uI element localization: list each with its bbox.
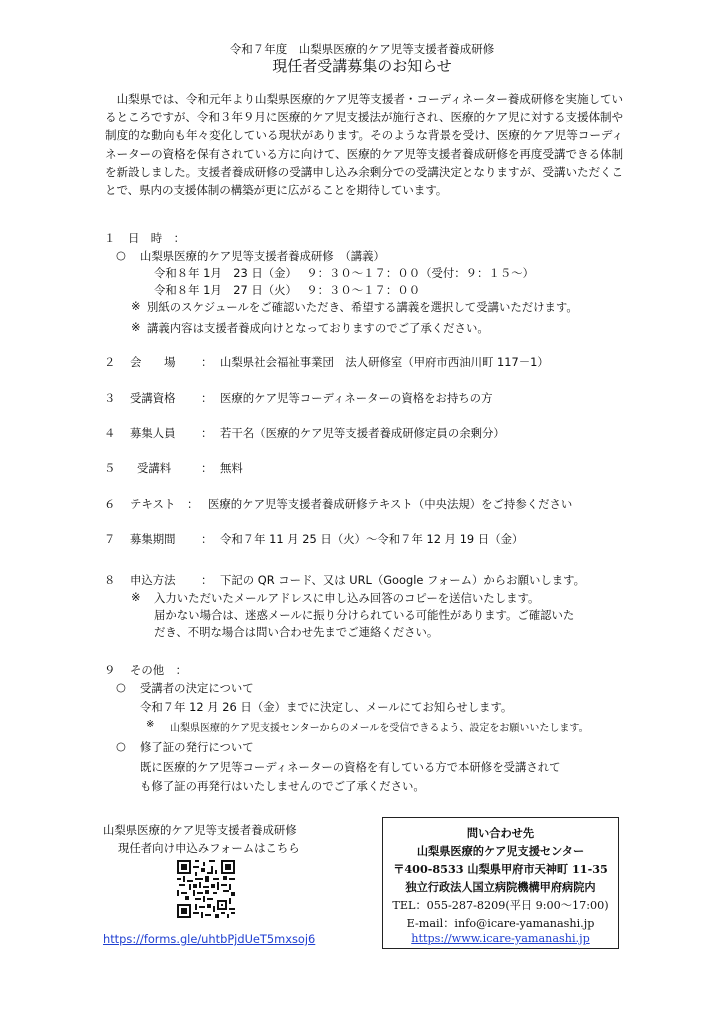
section-number: ５ bbox=[104, 461, 116, 475]
bullet-circle: ○ bbox=[116, 248, 126, 262]
section-number: ４ bbox=[104, 426, 116, 440]
section-colon: ： bbox=[201, 532, 213, 546]
section-label: 受講料 bbox=[137, 461, 172, 475]
section-colon: ： bbox=[201, 461, 213, 475]
section-number: ７ bbox=[104, 532, 116, 546]
section-colon: ： bbox=[201, 391, 213, 405]
contact-website-link[interactable]: https://www.icare-yamanashi.jp bbox=[411, 932, 590, 945]
textbook-value: 医療的ケア児等支援者養成研修テキスト（中央法規）をご持参ください bbox=[208, 497, 573, 511]
note-mark: ※ bbox=[131, 320, 141, 334]
document-title: 現任者受講募集のお知らせ bbox=[272, 57, 452, 75]
section-number: １ bbox=[104, 231, 116, 245]
note-mark: ※ bbox=[146, 719, 155, 730]
contact-organization: 山梨県医療的ケア児支援センター bbox=[416, 844, 585, 858]
intro-paragraph: 山梨県では、令和元年より山梨県医療的ケア児等支援者・コーディネーター養成研修を実施しているところですが、令和３年９月に医療的ケア児支援法が施行され、医療的ケア児に対する支援体制や制度的な動向も年々変化している現状があります。そのような背景を受け、医療的ケア児等コーディネーターの資格を保有されている方に向けて、医療的ケア児等支援者養成研修を再度受講できる体制を新設しました。支援者養成研修の受講申し込み余剰分での受講決定となりますが、受講いただくことで、県内の支援体制の構築が更に広がることを期待しています。 bbox=[105, 92, 623, 198]
section-label: 日 時 ： bbox=[128, 231, 185, 245]
form-info-line-2: 現任者向け申込みフォームはこちら bbox=[118, 841, 300, 855]
bullet-circle: ○ bbox=[116, 680, 126, 694]
capacity-value: 若干名（医療的ケア児等支援者養成研修定員の余剰分） bbox=[220, 426, 505, 440]
period-value: 令和７年 11 月 25 日（火）～令和７年 12 月 19 日（金） bbox=[220, 532, 524, 546]
certificate-text-2: も修了証の再発行はいたしませんのでご了承ください。 bbox=[140, 779, 425, 793]
form-info-line-1: 山梨県医療的ケア児等支援者養成研修 bbox=[103, 823, 297, 837]
bullet-circle: ○ bbox=[116, 739, 126, 753]
section-number: ６ bbox=[104, 497, 116, 511]
application-note-3: だき、不明な場合は問い合わせ先までご連絡ください。 bbox=[154, 625, 439, 639]
schedule-date-1: 令和８年 1月 23 日（金） ９：３０～１７：００（受付：９：１５～） bbox=[154, 266, 535, 280]
selection-text: 令和７年 12 月 26 日（金）までに決定し、メールにてお知らせします。 bbox=[140, 700, 513, 714]
form-url-link[interactable]: https://forms.gle/uhtbPjdUeT5mxsoj6 bbox=[103, 932, 316, 946]
section-label: 募集期間 bbox=[130, 532, 176, 546]
contact-email: E-mail：info@icare-yamanashi.jp bbox=[406, 917, 595, 930]
contact-phone: TEL：055-287-8209(平日 9:00～17:00) bbox=[392, 899, 609, 912]
eligibility-value: 医療的ケア児等コーディネーターの資格をお持ちの方 bbox=[220, 391, 493, 405]
section-number: ８ bbox=[104, 573, 116, 587]
qr-code-icon[interactable] bbox=[177, 860, 235, 918]
application-note-1: 入力いただいたメールアドレスに申し込み回答のコピーを送信いたします。 bbox=[154, 591, 540, 605]
course-name: 山梨県医療的ケア児等支援者養成研修 （講義） bbox=[140, 249, 385, 263]
schedule-note-2: 講義内容は支援者養成向けとなっておりますのでご了承ください。 bbox=[147, 321, 489, 335]
application-value: 下記の QR コード、又は URL（Google フォーム）からお願いします。 bbox=[220, 573, 585, 587]
contact-address: 〒400-8533 山梨県甲府市天神町 11-35 bbox=[393, 862, 608, 876]
section-number: ９ bbox=[104, 663, 116, 677]
section-label: 会 場 bbox=[130, 355, 176, 369]
certificate-heading: 修了証の発行について bbox=[140, 740, 254, 754]
contact-title: 問い合わせ先 bbox=[466, 826, 535, 840]
schedule-note-1: 別紙のスケジュールをご確認いただき、希望する講義を選択して受講いただけます。 bbox=[147, 300, 578, 314]
section-label: 募集人員 bbox=[130, 426, 176, 440]
section-colon: ： bbox=[201, 426, 213, 440]
section-colon: ： bbox=[201, 355, 213, 369]
section-label: その他 ： bbox=[130, 663, 187, 677]
selection-heading: 受講者の決定について bbox=[140, 681, 254, 695]
certificate-text-1: 既に医療的ケア児等コーディネーターの資格を有している方で本研修を受講されて bbox=[140, 760, 561, 774]
schedule-date-2: 令和８年 1月 27 日（火） ９：３０～１７：００ bbox=[154, 283, 421, 297]
note-mark: ※ bbox=[131, 299, 141, 313]
section-colon: ： bbox=[187, 497, 199, 511]
section-label: 受講資格 bbox=[130, 391, 176, 405]
document-subtitle: 令和７年度 山梨県医療的ケア児等支援者養成研修 bbox=[229, 42, 495, 56]
application-note-2: 届かない場合は、迷惑メールに振り分けられている可能性があります。ご確認いた bbox=[154, 608, 575, 622]
selection-note: 山梨県医療的ケア児支援センターからのメールを受信できるよう、設定をお願いいたします。 bbox=[170, 723, 589, 734]
fee-value: 無料 bbox=[220, 461, 243, 475]
section-colon: ： bbox=[201, 573, 213, 587]
section-number: ３ bbox=[104, 391, 116, 405]
section-label: 申込方法 bbox=[130, 573, 176, 587]
section-number: ２ bbox=[104, 355, 116, 369]
contact-box bbox=[382, 817, 619, 949]
contact-hospital: 独立行政法人国立病院機構甲府病院内 bbox=[405, 880, 596, 894]
note-mark: ※ bbox=[131, 590, 141, 604]
section-label: テキスト bbox=[130, 497, 176, 511]
venue-value: 山梨県社会福祉事業団 法人研修室（甲府市西油川町 117－1） bbox=[220, 355, 549, 369]
